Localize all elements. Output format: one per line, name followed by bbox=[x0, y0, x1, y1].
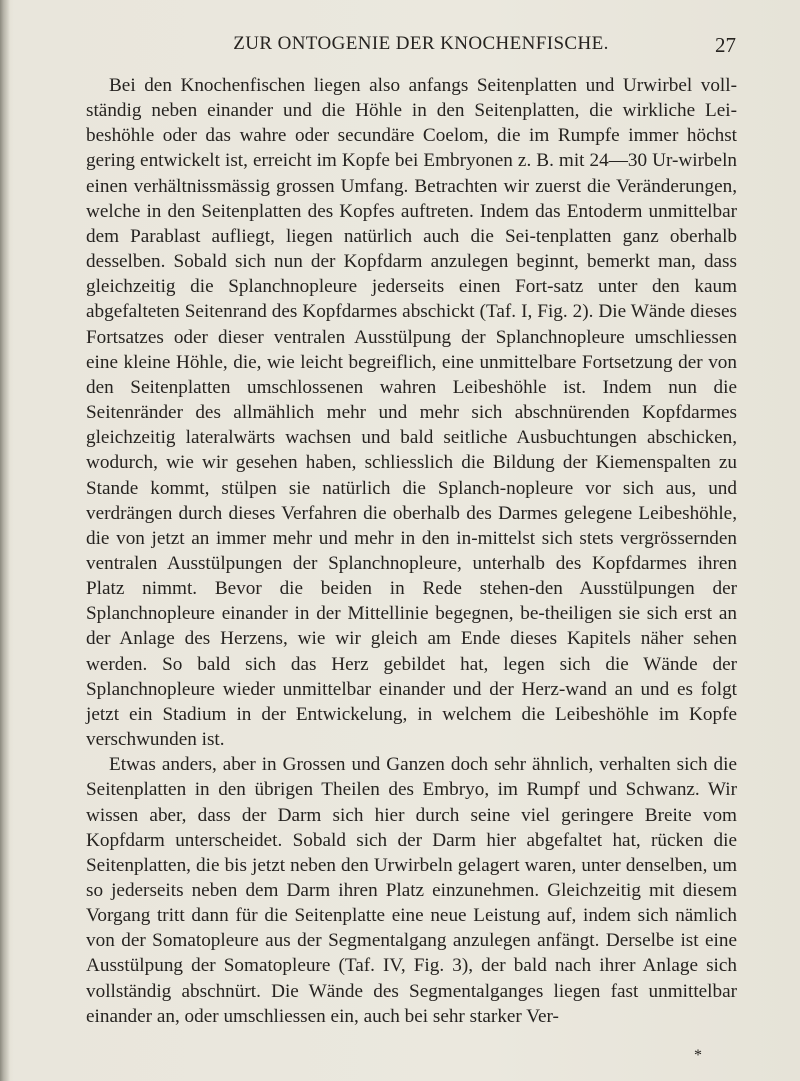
paragraph-1: Bei den Knochenfischen liegen also anfangs Seitenplatten und Urwirbel voll-ständig neben einander und die Höhle in den Seitenplatten, die wirkliche Lei-beshöhle oder das wahre oder secundäre Coelom, die im Rumpfe immer höchst gering entwickelt ist, erreicht im Kopfe bei Embryonen z. B. mit 24—30 Ur-wirbeln einen verhältnissmässig grossen Umfang. Betrachten wir zuerst die Veränderungen, welche in den Seitenplatten des Kopfes auftreten. Indem das Entoderm unmittelbar dem Parablast aufliegt, liegen natürlich auch die Sei-tenplatten ganz oberhalb desselben. Sobald sich nun der Kopfdarm anzulegen beginnt, bemerkt man, dass gleichzeitig die Splanchnopleure jederseits einen Fort-satz unter den kaum abgefalteten Seitenrand des Kopfdarmes abschickt (Taf. I, Fig. 2). Die Wände dieses Fortsatzes oder dieser ventralen Ausstülpung der Splanchnopleure umschliessen eine kleine Höhle, die, wie leicht begreiflich, eine unmittelbare Fortsetzung der von den Seitenplatten umschlossenen wahren Leibeshöhle ist. Indem nun die Seitenränder des allmählich mehr und mehr sich abschnürenden Kopfdarmes gleichzeitig lateralwärts wachsen und bald seitliche Ausbuchtungen abschicken, wodurch, wie wir gesehen haben, schliesslich die Bildung der Kiemenspalten zu Stande kommt, stülpen sie natürlich die Splanch-nopleure vor sich aus, und verdrängen durch dieses Verfahren die oberhalb des Darmes gelegene Leibeshöhle, die von jetzt an immer mehr und mehr in den in-mittelst sich stets vergrössernden ventralen Ausstülpungen der Splanchnopleure, unterhalb des Kopfdarmes ihren Platz nimmt. Bevor die beiden in Rede stehen-den Ausstülpungen der Splanchnopleure einander in der Mittellinie begegnen, be-theiligen sie sich erst an der Anlage des Herzens, wie wir gleich am Ende dieses Kapitels näher sehen werden. So bald sich das Herz gebildet hat, legen sich die Wände der Splanchnopleure wieder unmittelbar einander und der Herz-wand an und es folgt jetzt ein Stadium in der Entwickelung, in welchem die Leibeshöhle im Kopfe verschwunden ist. bbox=[86, 75, 737, 751]
page-spine-shadow bbox=[0, 0, 10, 1081]
running-title: ZUR ONTOGENIE DER KNOCHENFISCHE. bbox=[233, 33, 609, 54]
page-header bbox=[86, 33, 736, 63]
paragraph-2: Etwas anders, aber in Grossen und Ganzen doch sehr ähnlich, verhalten sich die Seitenplatten in den übrigen Theilen des Embryo, im Rumpf und Schwanz. Wir wissen aber, dass der Darm sich hier durch seine viel geringere Breite vom Kopfdarm unterscheidet. Sobald sich der Darm hier abgefaltet hat, rücken die Seitenplatten, die bis jetzt neben den Urwirbeln gelagert waren, unter denselben, um so jederseits neben dem Darm ihren Platz einzunehmen. Gleichzeitig mit diesem Vorgang tritt dann für die Seitenplatte eine neue Leistung auf, indem sich nämlich von der Somatopleure aus der Segmentalgang anzulegen anfängt. Derselbe ist eine Ausstülpung der Somatopleure (Taf. IV, Fig. 3), der bald nach ihrer Anlage sich vollständig abschnürt. Die Wände des Segmentalganges liegen fast unmittelbar einander an, oder umschliessen ein, auch bei sehr starker Ver- bbox=[86, 754, 737, 1027]
signature-mark: * bbox=[694, 1047, 702, 1064]
body-text bbox=[86, 73, 737, 1029]
page-number: 27 bbox=[715, 33, 736, 57]
